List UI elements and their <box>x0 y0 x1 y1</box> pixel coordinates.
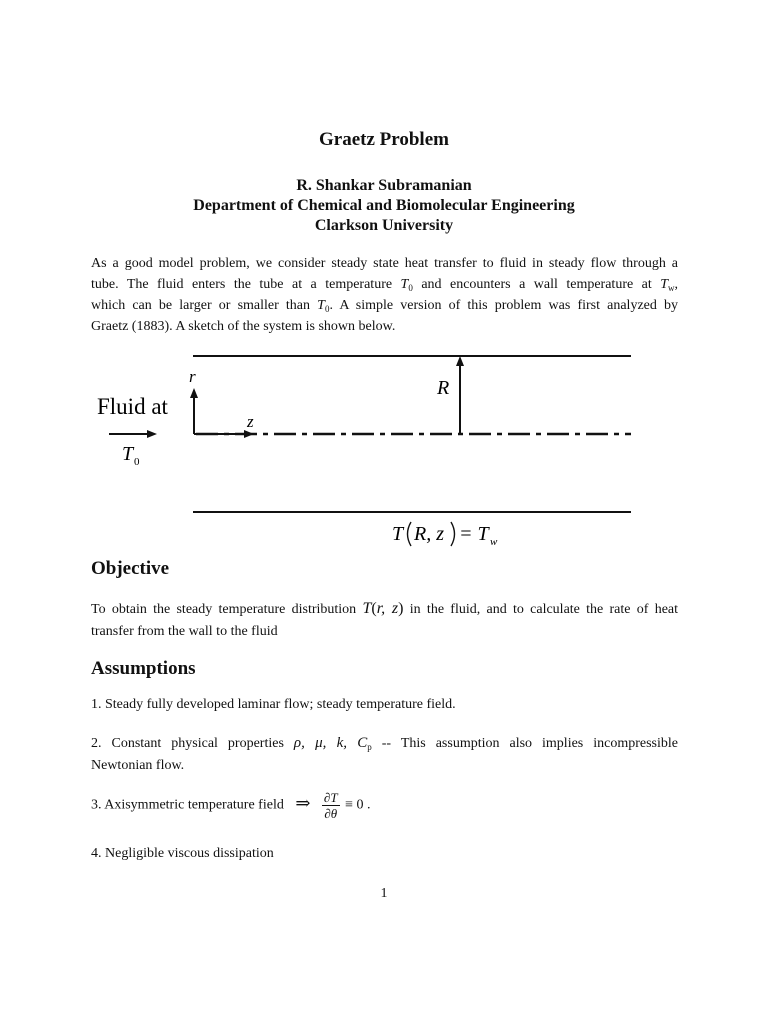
objective-line-1: To obtain the steady temperature distribution T(r, z) in the fluid, and to calculate the rate of heat <box>91 600 679 617</box>
assumptions-heading: Assumptions <box>91 658 196 679</box>
z-axis-label: z <box>247 412 254 431</box>
inlet-temperature-subscript: 0 <box>134 456 140 468</box>
assumption-3: 3. Axisymmetric temperature field ⇒ $\frac{\partial T}{\partial\theta}$ ≡ 0 . <box>91 790 371 821</box>
r-axis-arrow <box>190 388 198 434</box>
svg-text:R, z: R, z <box>414 523 444 545</box>
tube-sketch <box>0 340 768 555</box>
page-number: 1 <box>380 886 388 901</box>
svg-text:w: w <box>490 536 498 548</box>
radius-label: R <box>437 377 450 399</box>
radius-arrow <box>456 356 464 434</box>
r-axis-label: r <box>189 367 196 386</box>
fluid-label: Fluid at <box>97 394 168 419</box>
intro-line-3: which can be larger or smaller than $T_0$. A simple version of this problem was first analyzed by <box>91 298 679 314</box>
author-department: Department of Chemical and Biomolecular Engineering <box>193 197 575 214</box>
author-name: R. Shankar Subramanian <box>296 177 472 194</box>
page-title: Graetz Problem <box>319 129 449 150</box>
intro-line-1: As a good model problem, we consider steady state heat transfer to fluid in steady flow through a <box>91 256 678 271</box>
objective-line-2: transfer from the wall to the fluid <box>91 624 278 639</box>
author-university: Clarkson University <box>314 217 454 234</box>
objective-heading: Objective <box>91 558 170 579</box>
intro-line-2: tube. The fluid enters the tube at a temperature $T_0$ and encounters a wall temperature at $T_w$, <box>91 277 679 293</box>
intro-line-4: Graetz (1883). A sketch of the system is shown below. <box>91 319 396 334</box>
partial-derivative: $\frac{\partial T}{\partial\theta}$ <box>323 790 338 821</box>
assumption-2: 2. Constant physical properties ρ, μ, k, $C_p$ -- This assumption also implies incompressible <box>91 735 678 752</box>
inlet-flow-arrow <box>109 430 157 438</box>
inlet-temperature-label: T <box>122 443 134 465</box>
z-axis-arrow <box>194 430 254 438</box>
svg-text:T: T <box>392 523 404 545</box>
assumption-4: 4. Negligible viscous dissipation <box>91 846 274 861</box>
assumption-2-continued: Newtonian flow. <box>91 758 185 773</box>
implies-arrow: ⇒ <box>295 792 311 813</box>
assumption-1: 1. Steady fully developed laminar flow; steady temperature field. <box>91 697 456 712</box>
boundary-condition <box>392 522 498 548</box>
svg-text:= T: = T <box>459 523 489 545</box>
